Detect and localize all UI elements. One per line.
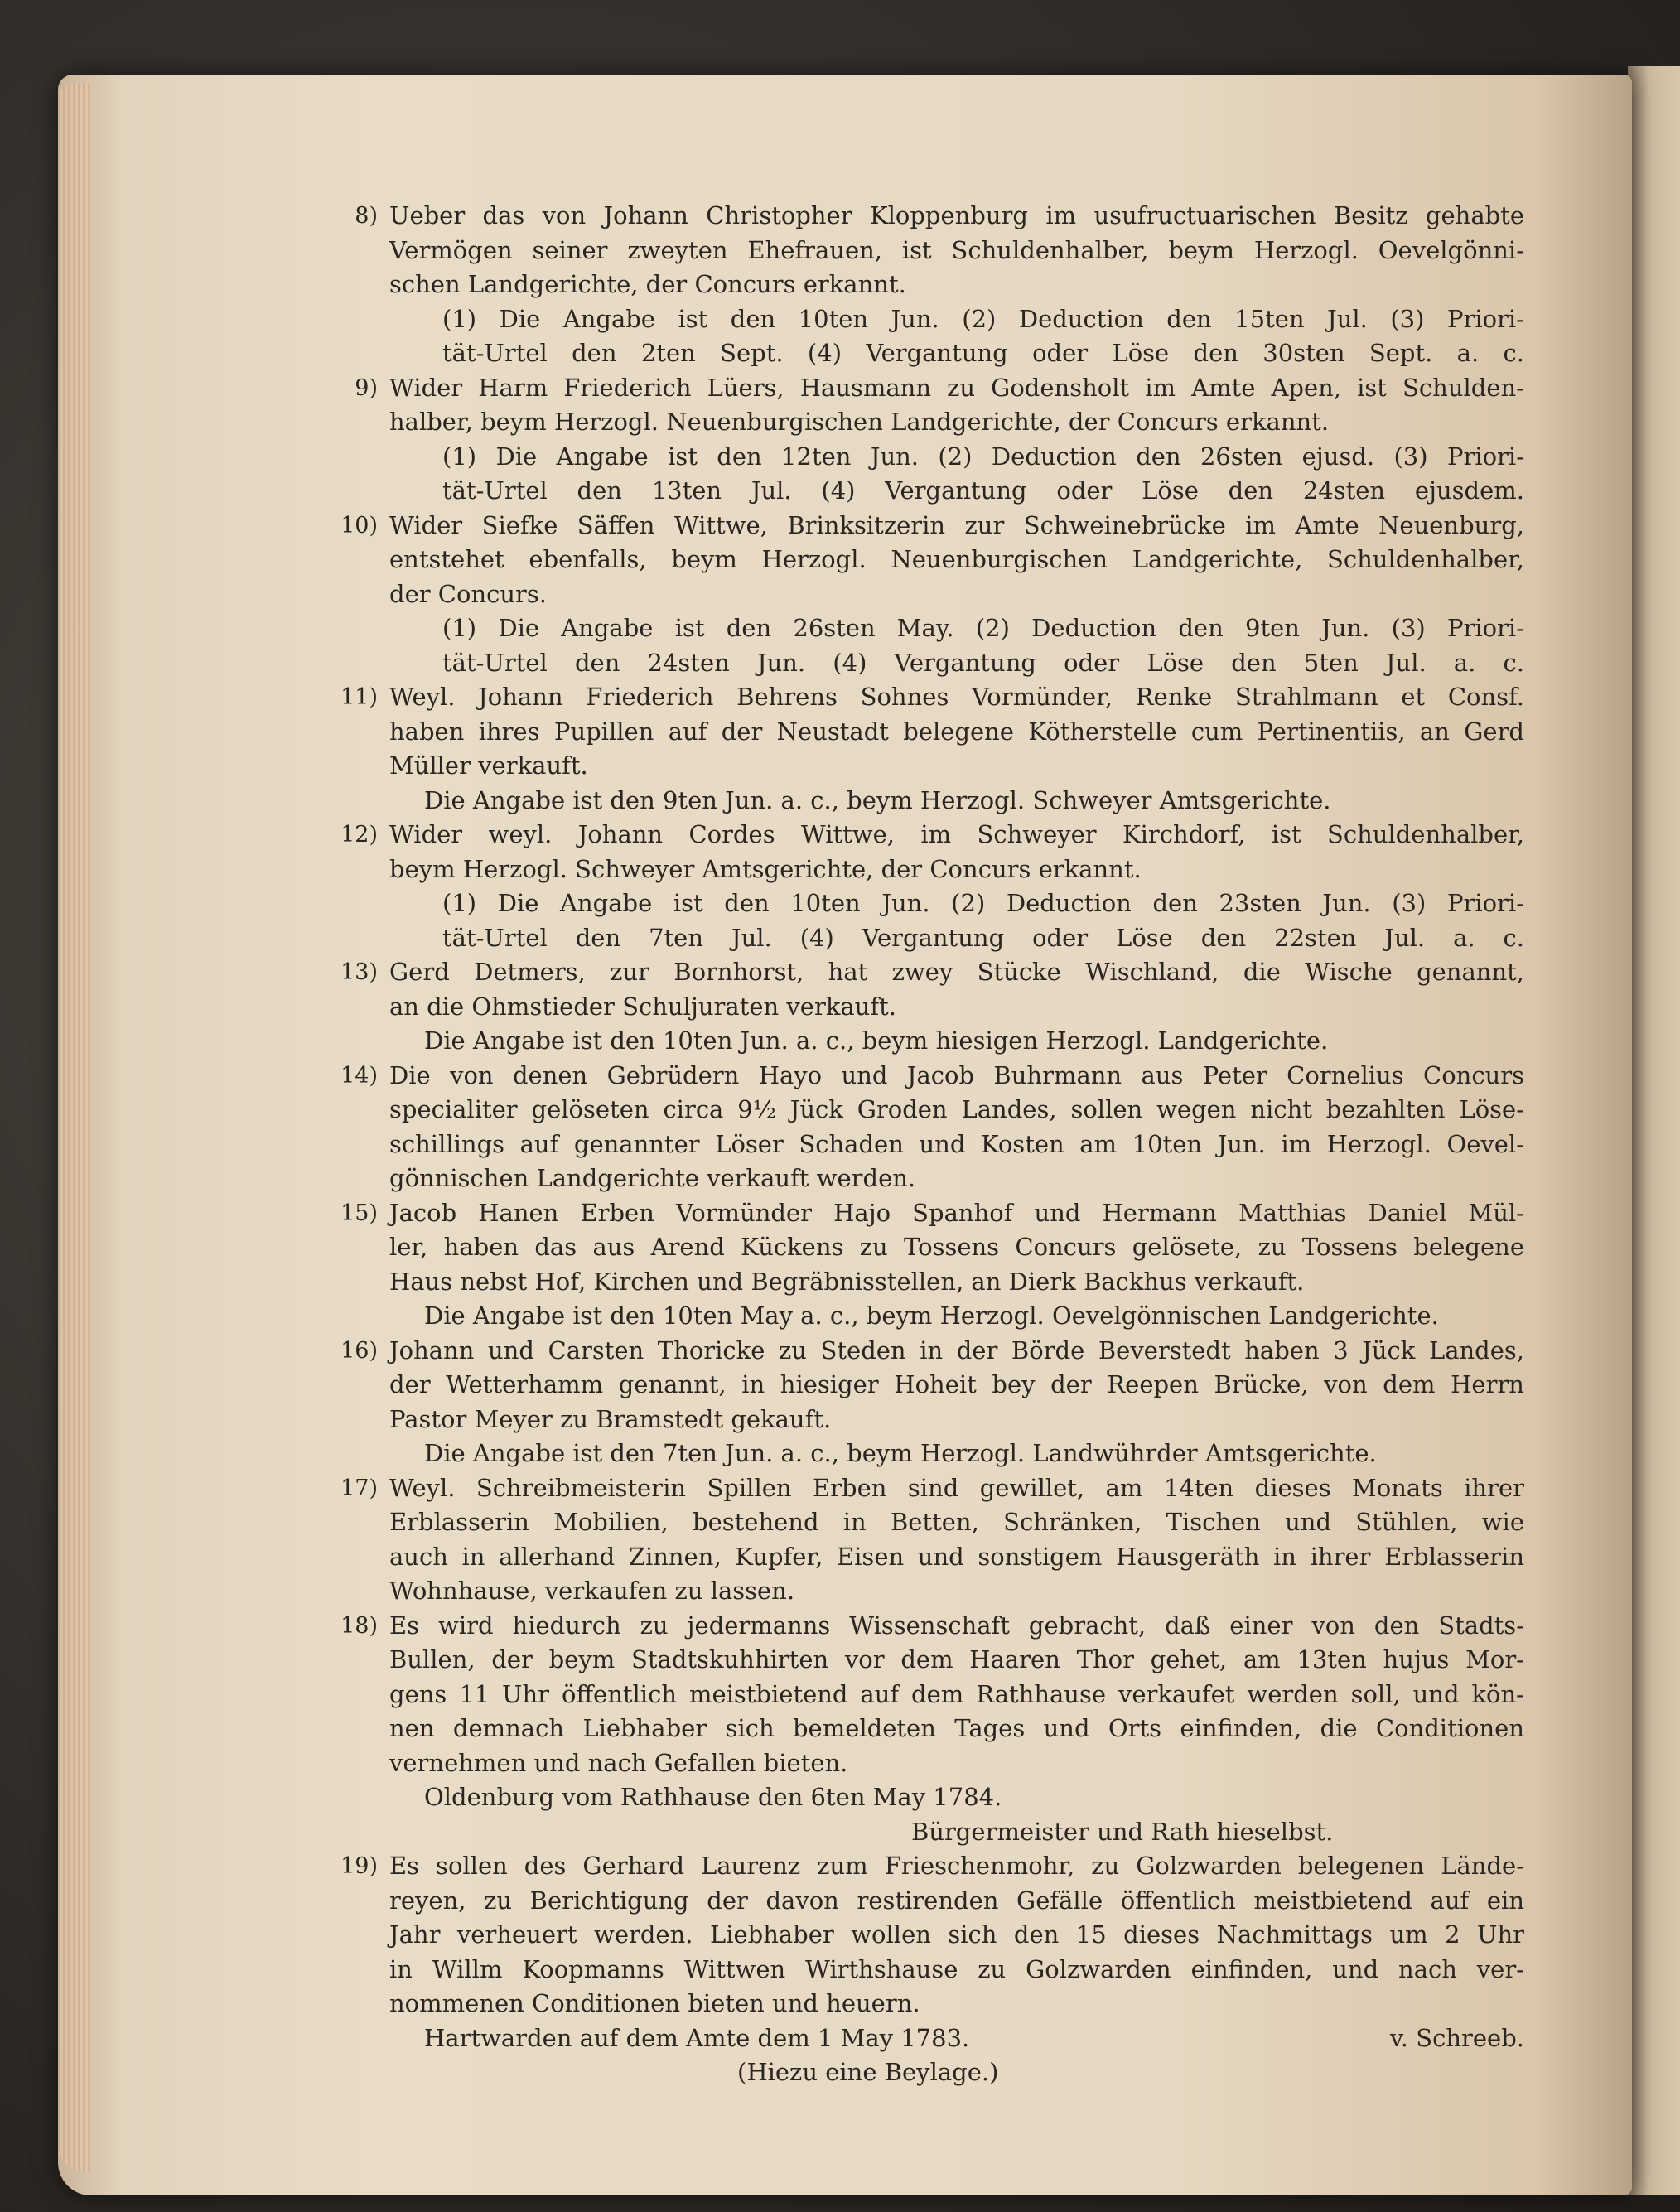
entry-signer: v. Schreeb.: [1389, 2023, 1524, 2052]
entry-line: Weyl. Schreibmeisterin Spillen Erben sind gewillet, am 14ten dieses Monats ihrer: [389, 1473, 1524, 1502]
entry-line: schillings auf genannter Löser Schaden und Kosten am 10ten Jun. im Herzogl. Oevel-: [389, 1129, 1524, 1158]
page-stack-edge: [58, 83, 91, 2171]
entry-sub-line: (1) Die Angabe ist den 10ten Jun. (2) Deduction den 15ten Jul. (3) Priori-: [442, 304, 1524, 333]
entry-sub-line: tät-Urtel den 13ten Jul. (4) Vergantung oder Löse den 24sten ejusdem.: [442, 476, 1524, 505]
entry-line: Jahr verheuert werden. Liebhaber wollen sich den 15 dieses Nachmittags um 2 Uhr: [389, 1920, 1524, 1949]
entry-note: Die Angabe ist den 10ten May a. c., beym Herzogl. Oevelgönnischen Landgerichte.: [424, 1302, 1439, 1330]
entry-note: Die Angabe ist den 7ten Jun. a. c., beym Herzogl. Landwührder Amtsgerichte.: [424, 1439, 1377, 1467]
entry-line: halber, beym Herzogl. Neuenburgischen Landgerichte, der Concurs erkannt.: [389, 408, 1330, 436]
entry-signature: Bürgermeister und Rath hieselbst.: [911, 1817, 1334, 1846]
entry-19: [340, 1849, 1524, 2055]
entry-line: nommenen Conditionen bieten und heuern.: [389, 1989, 920, 2017]
entry-number: 9): [355, 374, 378, 401]
entry-line: entstehet ebenfalls, beym Herzogl. Neuenburgischen Landgerichte, Schuldenhalber,: [389, 545, 1524, 573]
entry-number: 14): [340, 1062, 378, 1089]
entry-line: Wohnhause, verkaufen zu lassen.: [389, 1577, 795, 1605]
entry-date: Oldenburg vom Rathhause den 6ten May 1784.: [424, 1783, 1002, 1811]
entry-line: beym Herzogl. Schweyer Amtsgerichte, der Concurs erkannt.: [389, 854, 1142, 883]
entry-number: 19): [340, 1853, 378, 1879]
entry-line: Wider weyl. Johann Cordes Wittwe, im Schweyer Kirchdorf, ist Schuldenhalber,: [389, 820, 1524, 848]
entry-8: [355, 199, 1524, 371]
entry-line: schen Landgerichte, der Concurs erkannt.: [389, 270, 906, 298]
entry-line: Johann und Carsten Thoricke zu Steden in der Börde Beverstedt haben 3 Jück Landes,: [389, 1335, 1524, 1364]
entry-number: 12): [340, 822, 378, 848]
entry-11: [340, 680, 1524, 818]
entry-number: 15): [340, 1200, 378, 1226]
entry-sub-line: tät-Urtel den 7ten Jul. (4) Vergantung oder Löse den 22sten Jul. a. c.: [442, 923, 1524, 952]
entry-number: 8): [355, 203, 378, 229]
entry-line: der Concurs.: [389, 579, 548, 608]
entry-number: 10): [340, 512, 378, 539]
entry-line: Wider Harm Friederich Lüers, Hausmann zu Godensholt im Amte Apen, ist Schulden-: [389, 373, 1524, 402]
entry-line: reyen, zu Berichtigung der davon restirenden Gefälle öffentlich meistbietend auf ein: [389, 1886, 1524, 1915]
adjacent-page-edge: [1628, 66, 1680, 2195]
entry-line: ler, haben das aus Arend Kückens zu Tossens Concurs gelösete, zu Tossens belegene: [389, 1233, 1524, 1261]
entry-number: 11): [340, 684, 378, 710]
entry-line: nen demnach Liebhaber sich bemeldeten Tages und Orts einfinden, die Conditionen: [389, 1714, 1524, 1742]
page-text: [340, 199, 1524, 2090]
entry-sub-line: (1) Die Angabe ist den 10ten Jun. (2) Deduction den 23sten Jun. (3) Priori-: [442, 889, 1524, 917]
entry-15: [340, 1196, 1524, 1334]
entry-14: [340, 1059, 1524, 1196]
entry-number: 18): [340, 1612, 378, 1639]
entry-line: specialiter gelöseten circa 9½ Jück Groden Landes, sollen wegen nicht bezahlten Löse-: [389, 1095, 1524, 1123]
entry-16: [340, 1334, 1524, 1471]
entry-line: haben ihres Pupillen auf der Neustadt belegene Kötherstelle cum Pertinentiis, an Gerd: [389, 717, 1524, 746]
entry-line: auch in allerhand Zinnen, Kupfer, Eisen und sonstigem Hausgeräth in ihrer Erblasserin: [389, 1542, 1524, 1571]
entry-sub-line: tät-Urtel den 2ten Sept. (4) Vergantung oder Löse den 30sten Sept. a. c.: [442, 339, 1524, 367]
entry-10: [340, 509, 1524, 681]
entry-sub-line: (1) Die Angabe ist den 12ten Jun. (2) Deduction den 26sten ejusd. (3) Priori-: [442, 442, 1524, 471]
entry-18: [340, 1609, 1524, 1850]
entry-number: 17): [340, 1475, 378, 1501]
entry-date: Hartwarden auf dem Amte dem 1 May 1783.: [424, 2023, 970, 2052]
entry-line: Jacob Hanen Erben Vormünder Hajo Spanhof und Hermann Matthias Daniel Mül-: [389, 1198, 1524, 1227]
entry-line: Pastor Meyer zu Bramstedt gekauft.: [389, 1404, 832, 1433]
entry-line: Ueber das von Johann Christopher Kloppenburg im usufructuarischen Besitz gehabte: [389, 201, 1524, 229]
entry-line: Bullen, der beym Stadtskuhhirten vor dem Haaren Thor gehet, am 13ten hujus Mor-: [389, 1645, 1524, 1673]
entry-line: Es wird hiedurch zu jedermanns Wissenschaft gebracht, daß einer von den Stadts-: [389, 1611, 1524, 1640]
entry-12: [340, 818, 1524, 955]
entry-line: Haus nebst Hof, Kirchen und Begräbnisstellen, an Dierk Backhus verkauft.: [389, 1267, 1305, 1296]
entry-sub-line: (1) Die Angabe ist den 26sten May. (2) Deduction den 9ten Jun. (3) Priori-: [442, 614, 1524, 642]
entry-line: Vermögen seiner zweyten Ehefrauen, ist Schuldenhalber, beym Herzogl. Oevelgönni-: [389, 235, 1524, 264]
entry-line: Erblasserin Mobilien, bestehend in Betten, Schränken, Tischen und Stühlen, wie: [389, 1508, 1524, 1536]
entry-line: Es sollen des Gerhard Laurenz zum Frieschenmohr, zu Golzwarden belegenen Lände-: [389, 1852, 1524, 1880]
entry-line: Müller verkauft.: [389, 751, 588, 780]
entry-date-signer-row: [389, 2021, 1524, 2056]
entry-9: [355, 371, 1524, 509]
entry-number: 16): [340, 1337, 378, 1364]
entry-13: [340, 955, 1524, 1059]
entry-17: [340, 1471, 1524, 1609]
entry-line: Die von denen Gebrüdern Hayo und Jacob Buhrmann aus Peter Cornelius Concurs: [389, 1060, 1524, 1089]
entry-number: 13): [340, 959, 378, 985]
entry-line: Wider Siefke Säffen Wittwe, Brinksitzerin zur Schweinebrücke im Amte Neuenburg,: [389, 510, 1524, 539]
entry-line: gönnischen Landgerichte verkauft werden.: [389, 1164, 916, 1192]
entry-line: gens 11 Uhr öffentlich meistbietend auf dem Rathhause verkaufet werden soll, und kön-: [389, 1679, 1524, 1708]
entry-sub-line: tät-Urtel den 24sten Jun. (4) Vergantung oder Löse den 5ten Jul. a. c.: [442, 648, 1524, 677]
entry-note: Die Angabe ist den 10ten Jun. a. c., beym hiesigen Herzogl. Landgerichte.: [424, 1026, 1329, 1055]
entry-line: Gerd Detmers, zur Bornhorst, hat zwey Stücke Wischland, die Wische genannt,: [389, 958, 1524, 986]
entry-note: Die Angabe ist den 9ten Jun. a. c., beym Herzogl. Schweyer Amtsgerichte.: [424, 785, 1331, 814]
entry-line: Weyl. Johann Friederich Behrens Sohnes Vormünder, Renke Strahlmann et Consf.: [389, 683, 1524, 711]
entry-line: an die Ohmstieder Schuljuraten verkauft.: [389, 992, 896, 1021]
footer-note: (Hiezu eine Beylage.): [737, 2058, 999, 2086]
entry-line: der Wetterhamm genannt, in hiesiger Hoheit bey der Reepen Brücke, von dem Herrn: [389, 1370, 1524, 1398]
entry-line: vernehmen und nach Gefallen bieten.: [389, 1748, 848, 1777]
entry-line: in Willm Koopmanns Wittwen Wirthshause zu Golzwarden einfinden, und nach ver-: [389, 1954, 1524, 1983]
